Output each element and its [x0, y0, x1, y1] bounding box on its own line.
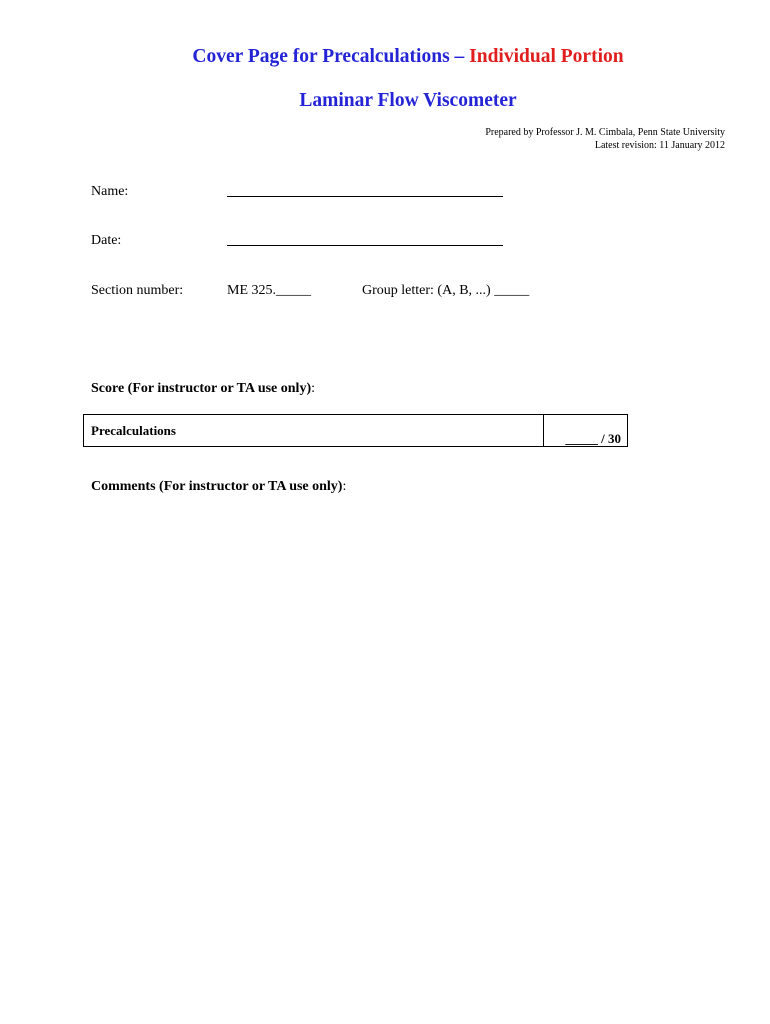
name-field-line[interactable] [227, 196, 503, 197]
score-heading-colon: : [311, 381, 315, 396]
score-heading [91, 381, 315, 397]
credit-block [485, 127, 725, 152]
score-table [83, 414, 628, 447]
comments-heading [91, 479, 346, 495]
group-letter-field[interactable]: Group letter: (A, B, ...) _____ [362, 283, 530, 298]
revision-text: Latest revision: 11 January 2012 [594, 139, 725, 151]
page-subtitle: Laminar Flow Viscometer [299, 90, 517, 111]
precalculations-label: Precalculations [91, 423, 176, 438]
page-title-highlight: Individual Portion [469, 46, 624, 67]
section-number-field[interactable]: ME 325._____ [227, 283, 311, 298]
section-number-label: Section number: [91, 283, 184, 298]
name-label: Name: [91, 184, 129, 199]
page-title [0, 46, 770, 68]
score-heading-text: Score (For instructor or TA use only) [91, 381, 312, 396]
date-label: Date: [91, 233, 122, 248]
comments-heading-text: Comments (For instructor or TA use only) [91, 479, 343, 494]
comments-heading-colon: : [342, 479, 347, 494]
prepared-by-text: Prepared by Professor J. M. Cimbala, Penn State University [485, 127, 725, 138]
precalculations-score-field[interactable]: _____ / 30 [565, 431, 621, 446]
date-field-line[interactable] [227, 245, 503, 246]
score-table-divider [543, 415, 544, 446]
page-title-main: Cover Page for Precalculations – [192, 46, 470, 67]
